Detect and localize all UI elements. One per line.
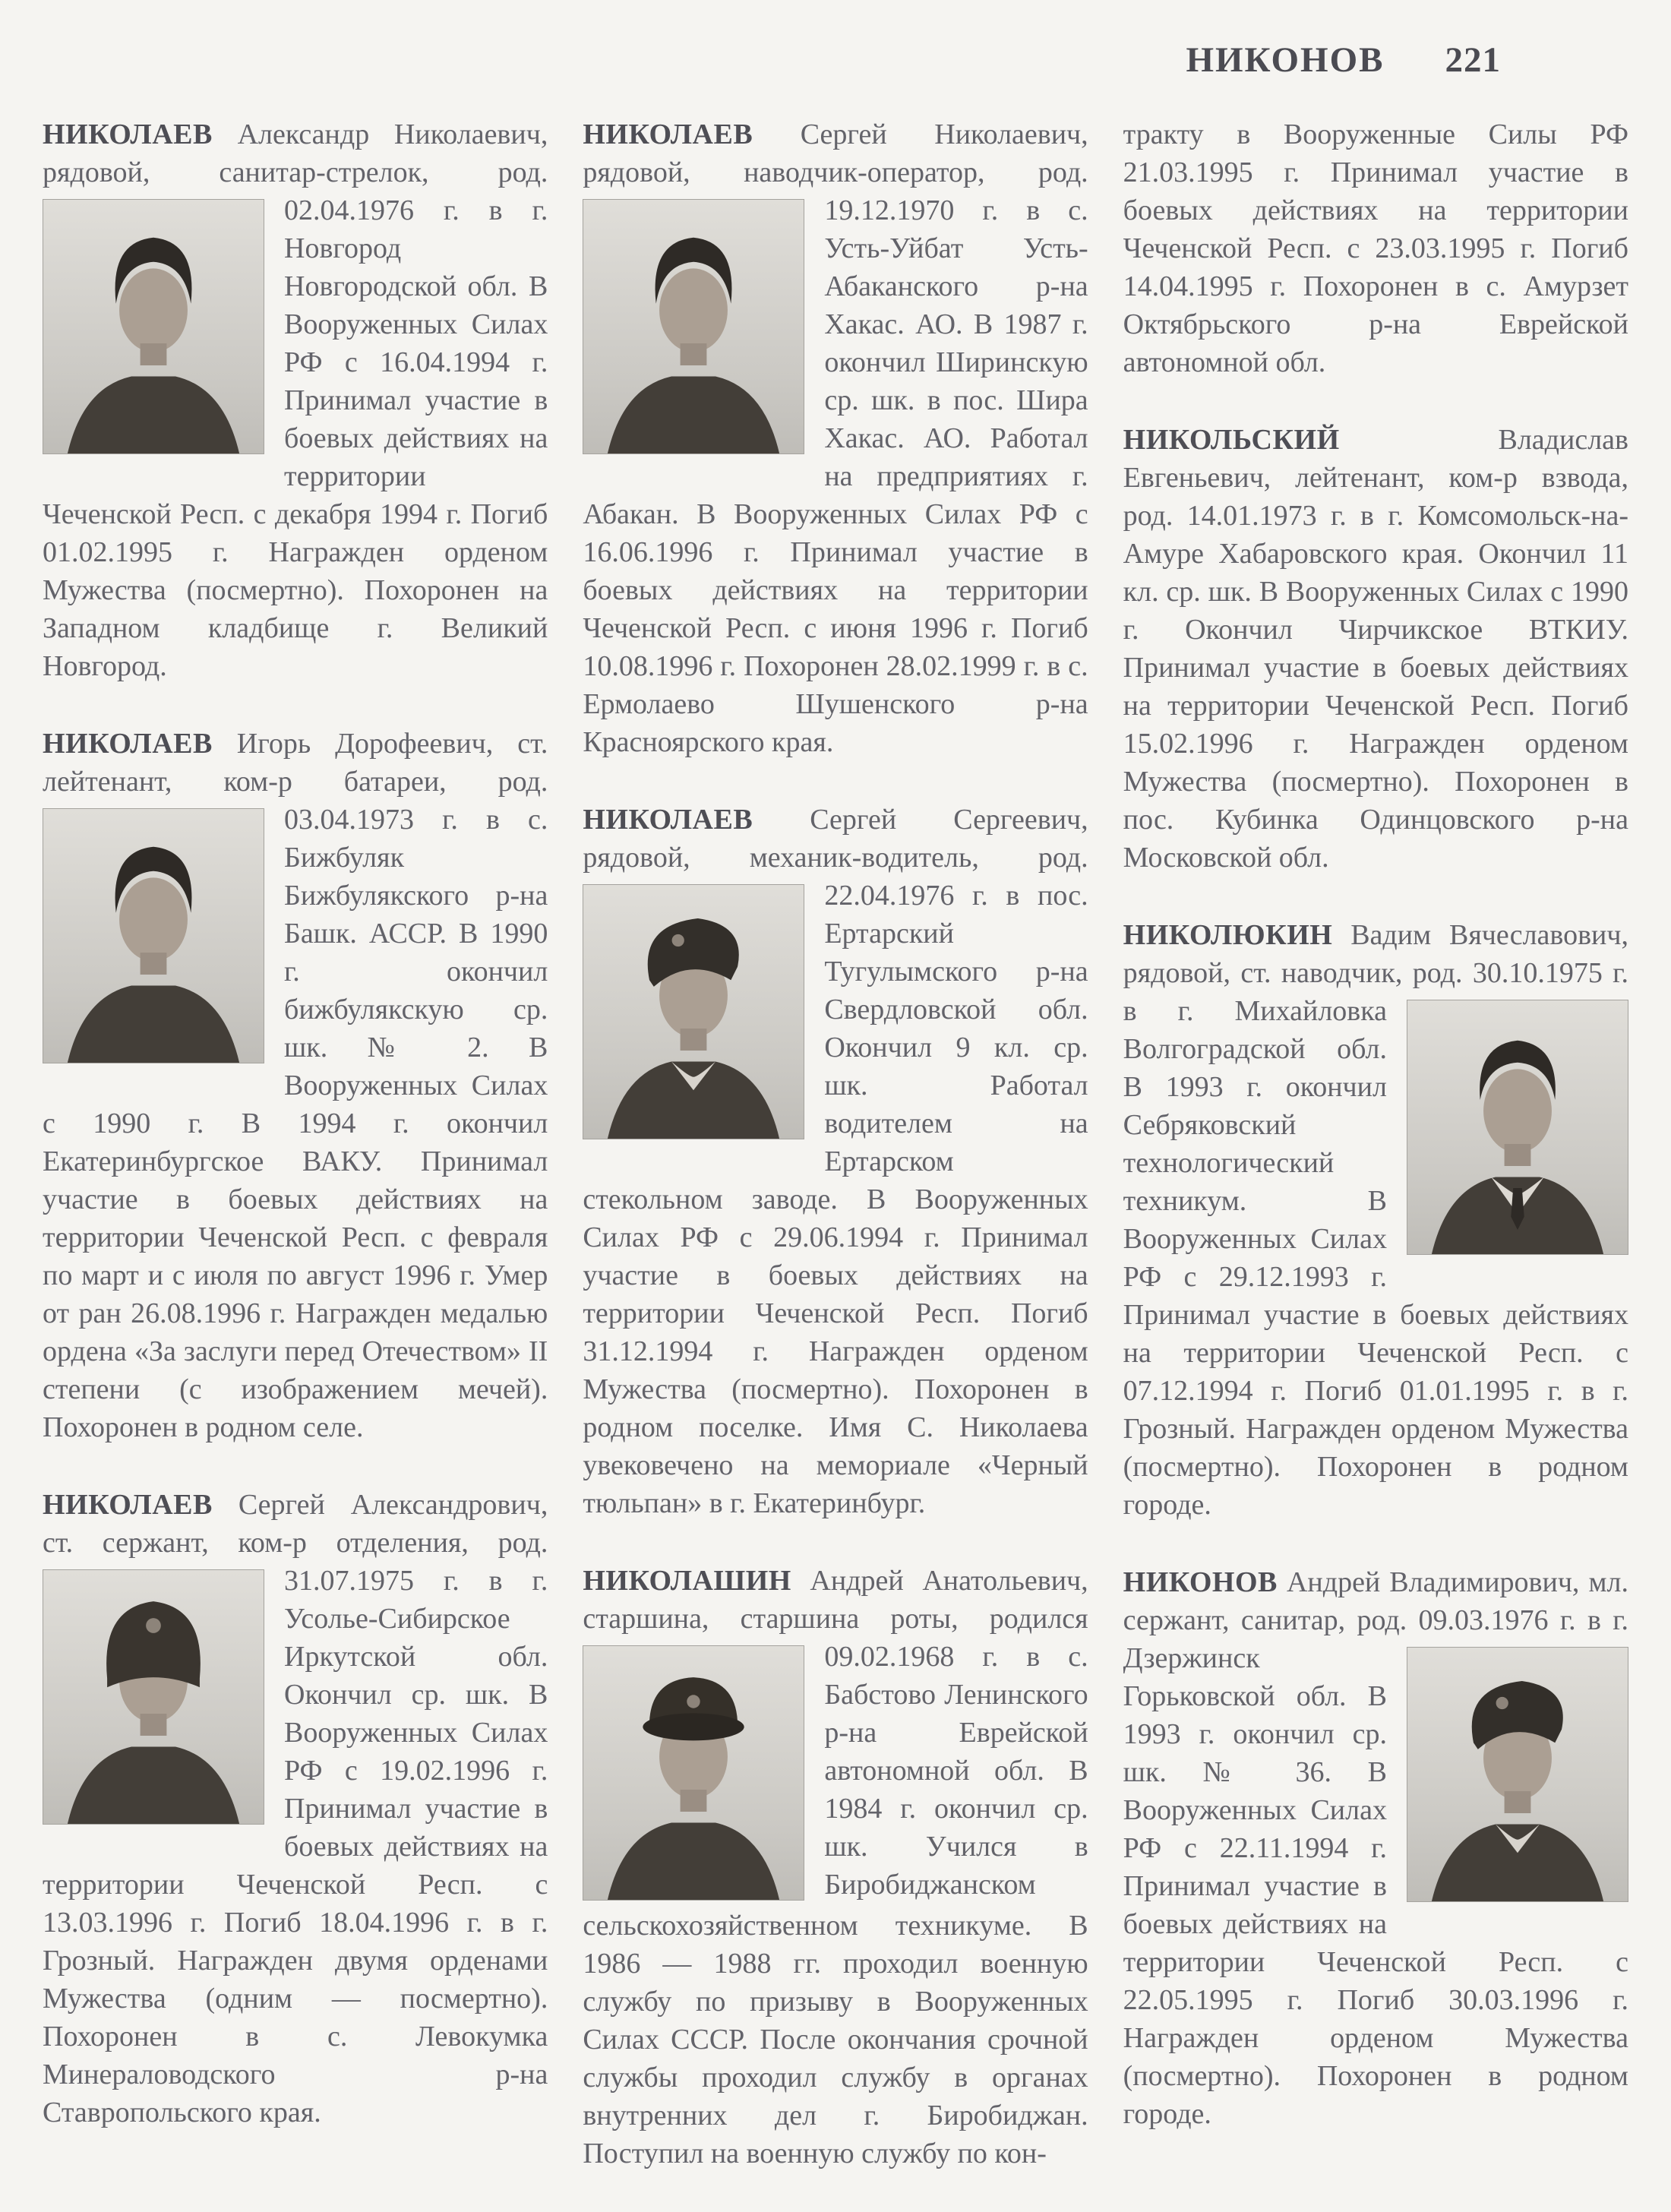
- entry-text: НИКОЛАЕВ Игорь Дорофеевич, ст. лейтенант, ком-р батареи, род. 03.04.1973 г. в с. Бижбуляк Бижбулякского р-на Башк. АССР. В 1990 г. окончил бижбулякскую ср. шк. № 2. В Вооруженных Силах с 1990 г. В 1994 г. окончил Екатеринбургское ВАКУ. Принимал участие в боевых действиях на территории Чеченской Респ. с февраля по март и с июля по август 1996 г. Умер от ран 26.08.1996 г. Награжден медалью ордена «За заслуги перед Отечеством» II степени (с изображением мечей). Похоронен в родном селе.: [43, 728, 548, 1443]
- soldier-silhouette-icon: [43, 1570, 264, 1824]
- memorial-entry: [583, 801, 1088, 1522]
- portrait-photo: [583, 1645, 804, 1901]
- memorial-entry: [1123, 916, 1628, 1524]
- running-head: [43, 40, 1628, 81]
- entry-surname: НИКОЛАЕВ: [43, 118, 213, 150]
- entry-text: НИКОЛАЕВ Сергей Сергеевич, рядовой, механик-водитель, род. 22.04.1976 г. в пос. Ертарский Тугулымского р-на Свердловской обл. Окончил 9 кл. ср. шк. Работал водителем на Ертарском стекольном заводе. В Вооруженных Силах РФ с 29.06.1994 г. Принимал участие в боевых действиях на территории Чеченской Респ. Погиб 31.12.1994 г. Награжден орденом Мужества (посмертно). Похоронен в родном поселке. Имя С. Николаева увековечено на мемориале «Черный тюльпан» в г. Екатеринбург.: [583, 804, 1088, 1519]
- entry-text: НИКОНОВ Андрей Владимирович, мл. сержант, санитар, род. 09.03.1976 г. в г. Дзержинск Горьковской обл. В 1993 г. окончил ср. шк. № 36. В Вооруженных Силах РФ с 22.11.1994 г. Принимал участие в боевых действиях на территории Чеченской Респ. с 22.05.1995 г. Погиб 30.03.1996 г. Награжден орденом Мужества (посмертно). Похоронен в родном городе.: [1123, 1566, 1628, 2130]
- soldier-silhouette-icon: [583, 885, 804, 1139]
- portrait-photo: [43, 808, 264, 1063]
- portrait-photo: [583, 199, 804, 454]
- soldier-silhouette-icon: [583, 1646, 804, 1900]
- entry-text: НИКОЛАЕВ Сергей Николаевич, рядовой, наводчик-оператор, род. 19.12.1970 г. в с. Усть-Уйбат Усть-Абаканского р-на Хакас. АО. В 1987 г. окончил Ширинскую ср. шк. в пос. Шира Хакас. АО. Работал на предприятиях г. Абакан. В Вооруженных Силах РФ с 16.06.1996 г. Принимал участие в боевых действиях на территории Чеченской Респ. с июня 1996 г. Погиб 10.08.1996 г. Похоронен 28.02.1999 г. в с. Ермолаево Шушенского р-на Красноярского края.: [583, 118, 1088, 758]
- soldier-silhouette-icon: [583, 200, 804, 453]
- portrait-photo: [1407, 1647, 1628, 1902]
- entry-surname: НИКОНОВ: [1123, 1566, 1278, 1598]
- memorial-entry: [1123, 1563, 1628, 2133]
- entry-text: НИКОЛЮКИН Вадим Вячеславович, рядовой, ст. наводчик, род. 30.10.1975 г. в г. Михайловка Волгоградской обл. В 1993 г. окончил Себряковский технологический техникум. В Вооруженных Силах РФ с 29.12.1993 г. Принимал участие в боевых действиях на территории Чеченской Респ. с 07.12.1994 г. Погиб 01.01.1995 г. в г. Грозный. Награжден орденом Мужества (посмертно). Похоронен в родном городе.: [1123, 919, 1628, 1521]
- portrait-photo: [43, 1569, 264, 1825]
- text-columns: [43, 115, 1628, 2212]
- entry-surname: НИКОЛЮКИН: [1123, 919, 1333, 951]
- memorial-entry: [43, 1486, 548, 2131]
- memorial-entry: [43, 115, 548, 685]
- entry-surname: НИКОЛАЕВ: [43, 728, 213, 760]
- portrait-photo: [1407, 1000, 1628, 1255]
- column-1: [43, 115, 548, 2212]
- entry-text: НИКОЛАЕВ Александр Николаевич, рядовой, санитар-стрелок, род. 02.04.1976 г. в г. Новгород Новгородской обл. В Вооруженных Силах РФ с 16.04.1994 г. Принимал участие в боевых действиях на территории Чеченской Респ. с декабря 1994 г. Погиб 01.02.1995 г. Награжден орденом Мужества (посмертно). Похоронен на Западном кладбище г. Великий Новгород.: [43, 118, 548, 682]
- memorial-entry: [583, 1562, 1088, 2172]
- entry-surname: НИКОЛЬСКИЙ: [1123, 424, 1340, 456]
- column-2: [583, 115, 1088, 2212]
- memorial-entry: [1123, 115, 1628, 381]
- memorial-entry: [1123, 421, 1628, 877]
- memorial-entry: [583, 115, 1088, 761]
- portrait-photo: [43, 199, 264, 454]
- entry-text: НИКОЛАШИН Андрей Анатольевич, старшина, старшина роты, родился 09.02.1968 г. в с. Бабстово Ленинского р-на Еврейской автономной обл. В 1984 г. окончил ср. шк. Учился в Биробиджанском сельскохозяйственном техникуме. В 1986 — 1988 гг. проходил военную службу по призыву в Вооруженных Силах СССР. После окончания срочной службы проходил службу в органах внутренних дел г. Биробиджан. Поступил на военную службу по кон-: [583, 1565, 1088, 2169]
- entry-surname: НИКОЛАЕВ: [43, 1489, 213, 1521]
- soldier-silhouette-icon: [1407, 1000, 1628, 1254]
- soldier-silhouette-icon: [1407, 1648, 1628, 1901]
- soldier-silhouette-icon: [43, 809, 264, 1063]
- column-3: [1123, 115, 1628, 2212]
- entry-text: НИКОЛЬСКИЙ Владислав Евгеньевич, лейтенант, ком-р взвода, род. 14.01.1973 г. в г. Комсомольск-на-Амуре Хабаровского края. Окончил 11 кл. ср. шк. В Вооруженных Силах с 1990 г. Окончил Чирчикское ВТКИУ. Принимал участие в боевых действиях на территории Чеченской Респ. Погиб 15.02.1996 г. Награжден орденом Мужества (посмертно). Похоронен в пос. Кубинка Одинцовского р-на Московской обл.: [1123, 424, 1628, 874]
- memorial-entry: [43, 725, 548, 1446]
- entry-text: тракту в Вооруженные Силы РФ 21.03.1995 г. Принимал участие в боевых действиях на территории Чеченской Респ. с 23.03.1995 г. Погиб 14.04.1995 г. Похоронен в с. Амурзет Октябрьского р-на Еврейской автономной обл.: [1123, 118, 1628, 378]
- page-number: 221: [1445, 40, 1501, 80]
- entry-surname: НИКОЛАЕВ: [583, 804, 753, 836]
- entry-surname: НИКОЛАЕВ: [583, 118, 753, 150]
- soldier-silhouette-icon: [43, 200, 264, 453]
- running-head-name: НИКОНОВ: [1186, 40, 1385, 80]
- entry-surname: НИКОЛАШИН: [583, 1565, 791, 1597]
- portrait-photo: [583, 884, 804, 1139]
- entry-text: НИКОЛАЕВ Сергей Александрович, ст. сержант, ком-р отделения, род. 31.07.1975 г. в г. Усолье-Сибирское Иркутской обл. Окончил ср. шк. В Вооруженных Силах РФ с 19.02.1996 г. Принимал участие в боевых действиях на территории Чеченской Респ. с 13.03.1996 г. Погиб 18.04.1996 г. в г. Грозный. Награжден двумя орденами Мужества (одним — посмертно). Похоронен в с. Левокумка Минераловодского р-на Ставропольского края.: [43, 1489, 548, 2128]
